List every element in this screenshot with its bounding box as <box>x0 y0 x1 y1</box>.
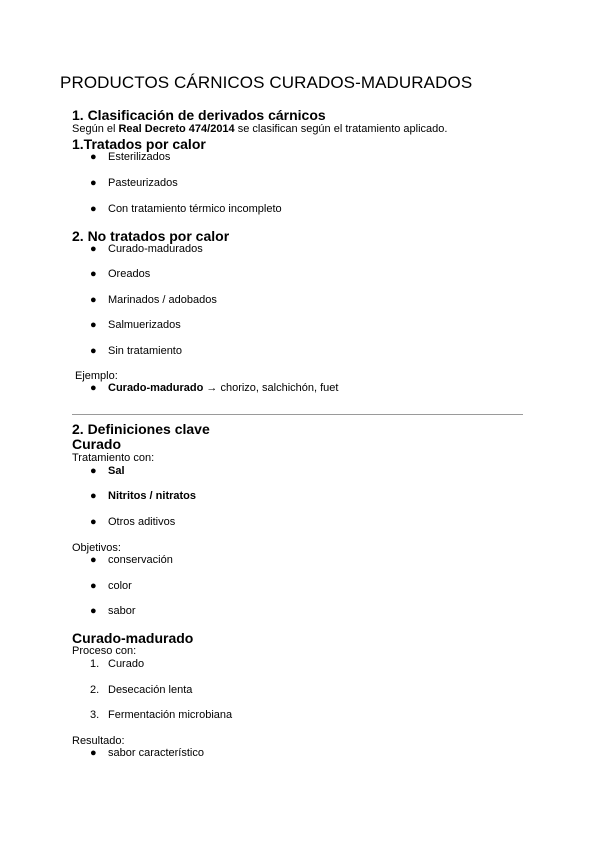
list-item: ● Nitritos / nitratos <box>90 490 197 502</box>
section-divider <box>72 414 523 415</box>
objectives-label: Objetivos: <box>72 542 121 554</box>
bullet-icon: ● <box>90 580 97 592</box>
bullet-icon: ● <box>90 747 97 759</box>
bullet-icon: ● <box>90 554 97 566</box>
example-label: Ejemplo: <box>75 370 118 382</box>
list-item: ● Con tratamiento térmico incompleto <box>90 203 282 215</box>
bullet-icon: ● <box>90 177 97 189</box>
group-2-heading: 2. No tratados por calor <box>72 228 230 244</box>
bullet-icon: ● <box>90 268 97 280</box>
treatment-label: Tratamiento con: <box>72 452 155 464</box>
list-item: ● conservación <box>90 554 173 566</box>
result-label: Resultado: <box>72 735 125 747</box>
section-1-heading: 1. Clasificación de derivados cárnicos <box>72 107 326 123</box>
bullet-icon: ● <box>90 345 97 357</box>
list-item: ● Pasteurizados <box>90 177 178 189</box>
bullet-icon: ● <box>90 319 97 331</box>
number-marker: 2. <box>90 684 100 696</box>
list-item: ● Oreados <box>90 268 151 280</box>
section-2-heading: 2. Definiciones clave <box>72 421 210 437</box>
bullet-icon: ● <box>90 294 97 306</box>
bullet-icon: ● <box>90 203 97 215</box>
numbered-item: 2. Desecación lenta <box>90 684 193 696</box>
list-item: ● Sin tratamiento <box>90 345 182 357</box>
example-rest: → chorizo, salchichón, fuet <box>203 382 339 394</box>
list-item: ● Curado-madurados <box>90 243 203 255</box>
bullet-icon: ● <box>90 605 97 617</box>
number-marker: 3. <box>90 709 100 721</box>
bullet-icon: ● <box>90 151 97 163</box>
numbered-item: 1. Curado <box>90 658 145 670</box>
curado-madurado-heading: Curado-madurado <box>72 630 194 646</box>
example-bold: Curado-madurado <box>108 382 204 394</box>
list-item: ● Sal <box>90 465 125 477</box>
process-label: Proceso con: <box>72 645 137 657</box>
list-item: ● Salmuerizados <box>90 319 181 331</box>
list-item: ● color <box>90 580 132 592</box>
list-item: ● sabor <box>90 605 136 617</box>
list-item: ● sabor característico <box>90 747 204 759</box>
intro-decree: Real Decreto 474/2014 <box>118 123 235 135</box>
bullet-icon: ● <box>90 465 97 477</box>
number-marker: 1. <box>90 658 100 670</box>
bullet-icon: ● <box>90 243 97 255</box>
list-item: ● Otros aditivos <box>90 516 176 528</box>
page-title: PRODUCTOS CÁRNICOS CURADOS-MADURADOS <box>60 73 473 92</box>
list-item: ● Marinados / adobados <box>90 294 217 306</box>
curado-heading: Curado <box>72 436 121 452</box>
intro-text-pre: Según el <box>72 123 119 135</box>
section-1-intro <box>72 123 447 135</box>
bullet-icon: ● <box>90 516 97 528</box>
list-item: ● Esterilizados <box>90 151 171 163</box>
example-item <box>90 382 338 394</box>
bullet-icon: ● <box>90 490 97 502</box>
bullet-icon: ● <box>90 382 97 394</box>
intro-text-post: se clasifican según el tratamiento aplicado. <box>234 123 448 135</box>
group-1-heading: 1.Tratados por calor <box>72 136 206 152</box>
numbered-item: 3. Fermentación microbiana <box>90 709 233 721</box>
